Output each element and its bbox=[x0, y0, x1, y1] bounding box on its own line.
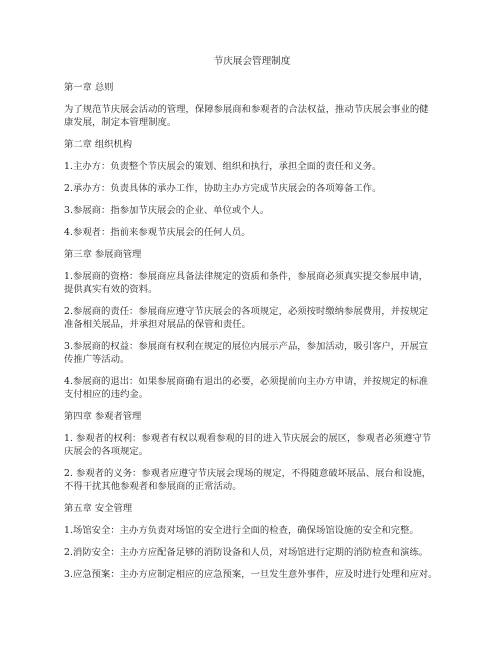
paragraph bbox=[62, 467, 438, 493]
paragraph bbox=[62, 305, 438, 331]
paragraph bbox=[62, 182, 438, 195]
document-body bbox=[62, 81, 438, 581]
paragraph-line: 传推广等活动。 bbox=[64, 354, 130, 365]
paragraph-line: 2.承办方：负责具体的承办工作，协助主办方完成节庆展会的各项筹备工作。 bbox=[64, 183, 382, 194]
paragraph bbox=[62, 204, 438, 217]
paragraph-line: 支付相应的违约金。 bbox=[64, 389, 149, 400]
paragraph bbox=[62, 568, 438, 581]
paragraph bbox=[62, 524, 438, 537]
paragraph-line: 为了规范节庆展会活动的管理，保障参展商和参观者的合法权益，推动节庆展会事业的健 bbox=[64, 104, 429, 115]
paragraph-line: 4.参观者：指前来参观节庆展会的任何人员。 bbox=[64, 227, 251, 238]
paragraph-line: 4.参展商的退出：如果参展商确有退出的必要，必须提前向主办方申请，并按规定的标准 bbox=[64, 376, 429, 387]
paragraph bbox=[62, 340, 438, 366]
chapter-heading: 第二章 组织机构 bbox=[64, 139, 133, 150]
paragraph-line: 2. 参观者的义务：参观者应遵守节庆展会现场的规定，不得随意破坏展品、展台和设施， bbox=[64, 468, 432, 479]
paragraph-line: 2.参展商的责任：参展商应遵守节庆展会的各项规定，必须按时缴纳参展费用，并按规定 bbox=[64, 306, 429, 317]
paragraph-line: 1.主办方：负责整个节庆展会的策划、组织和执行，承担全面的责任和义务。 bbox=[64, 161, 382, 172]
paragraph-line: 3.应急预案：主办方应制定相应的应急预案，一旦发生意外事件，应及时进行处理和应对。 bbox=[64, 569, 438, 580]
paragraph-line: 3.参展商：指参加节庆展会的企业、单位或个人。 bbox=[64, 205, 270, 216]
paragraph bbox=[62, 160, 438, 173]
paragraph-line: 提供真实有效的资料。 bbox=[64, 284, 158, 295]
paragraph-line: 不得干扰其他参观者和参展商的正常活动。 bbox=[64, 481, 242, 492]
chapter-heading: 第一章 总则 bbox=[64, 82, 114, 93]
paragraph-line: 准备相关展品，并承担对展品的保管和责任。 bbox=[64, 319, 251, 330]
paragraph-line: 康发展，制定本管理制度。 bbox=[64, 117, 177, 128]
paragraph bbox=[62, 375, 438, 401]
paragraph bbox=[62, 546, 438, 559]
paragraph-line: 庆展会的各项规定。 bbox=[64, 446, 149, 457]
paragraph bbox=[62, 103, 438, 129]
paragraph bbox=[62, 226, 438, 239]
chapter-heading: 第三章 参展商管理 bbox=[64, 249, 142, 260]
document-title: 节庆展会管理制度 bbox=[213, 56, 291, 67]
paragraph bbox=[62, 432, 438, 458]
paragraph-line: 1. 参观者的权利：参观者有权以观看参观的目的进入节庆展会的展区，参观者必须遵守节 bbox=[64, 433, 432, 444]
paragraph bbox=[62, 270, 438, 296]
paragraph-line: 1.参展商的资格：参展商应具备法律规定的资质和条件，参展商必须真实提交参展申请， bbox=[64, 271, 429, 282]
chapter-heading: 第五章 安全管理 bbox=[64, 503, 133, 514]
paragraph-line: 2.消防安全：主办方应配备足够的消防设备和人员，对场馆进行定期的消防检查和演练。 bbox=[64, 547, 429, 558]
chapter-heading: 第四章 参观者管理 bbox=[64, 411, 142, 422]
paragraph-line: 1.场馆安全：主办方负责对场馆的安全进行全面的检查，确保场馆设施的安全和完整。 bbox=[64, 525, 419, 536]
paragraph-line: 3.参展商的权益：参展商有权利在规定的展位内展示产品，参加活动，吸引客户，开展宣 bbox=[64, 341, 429, 352]
